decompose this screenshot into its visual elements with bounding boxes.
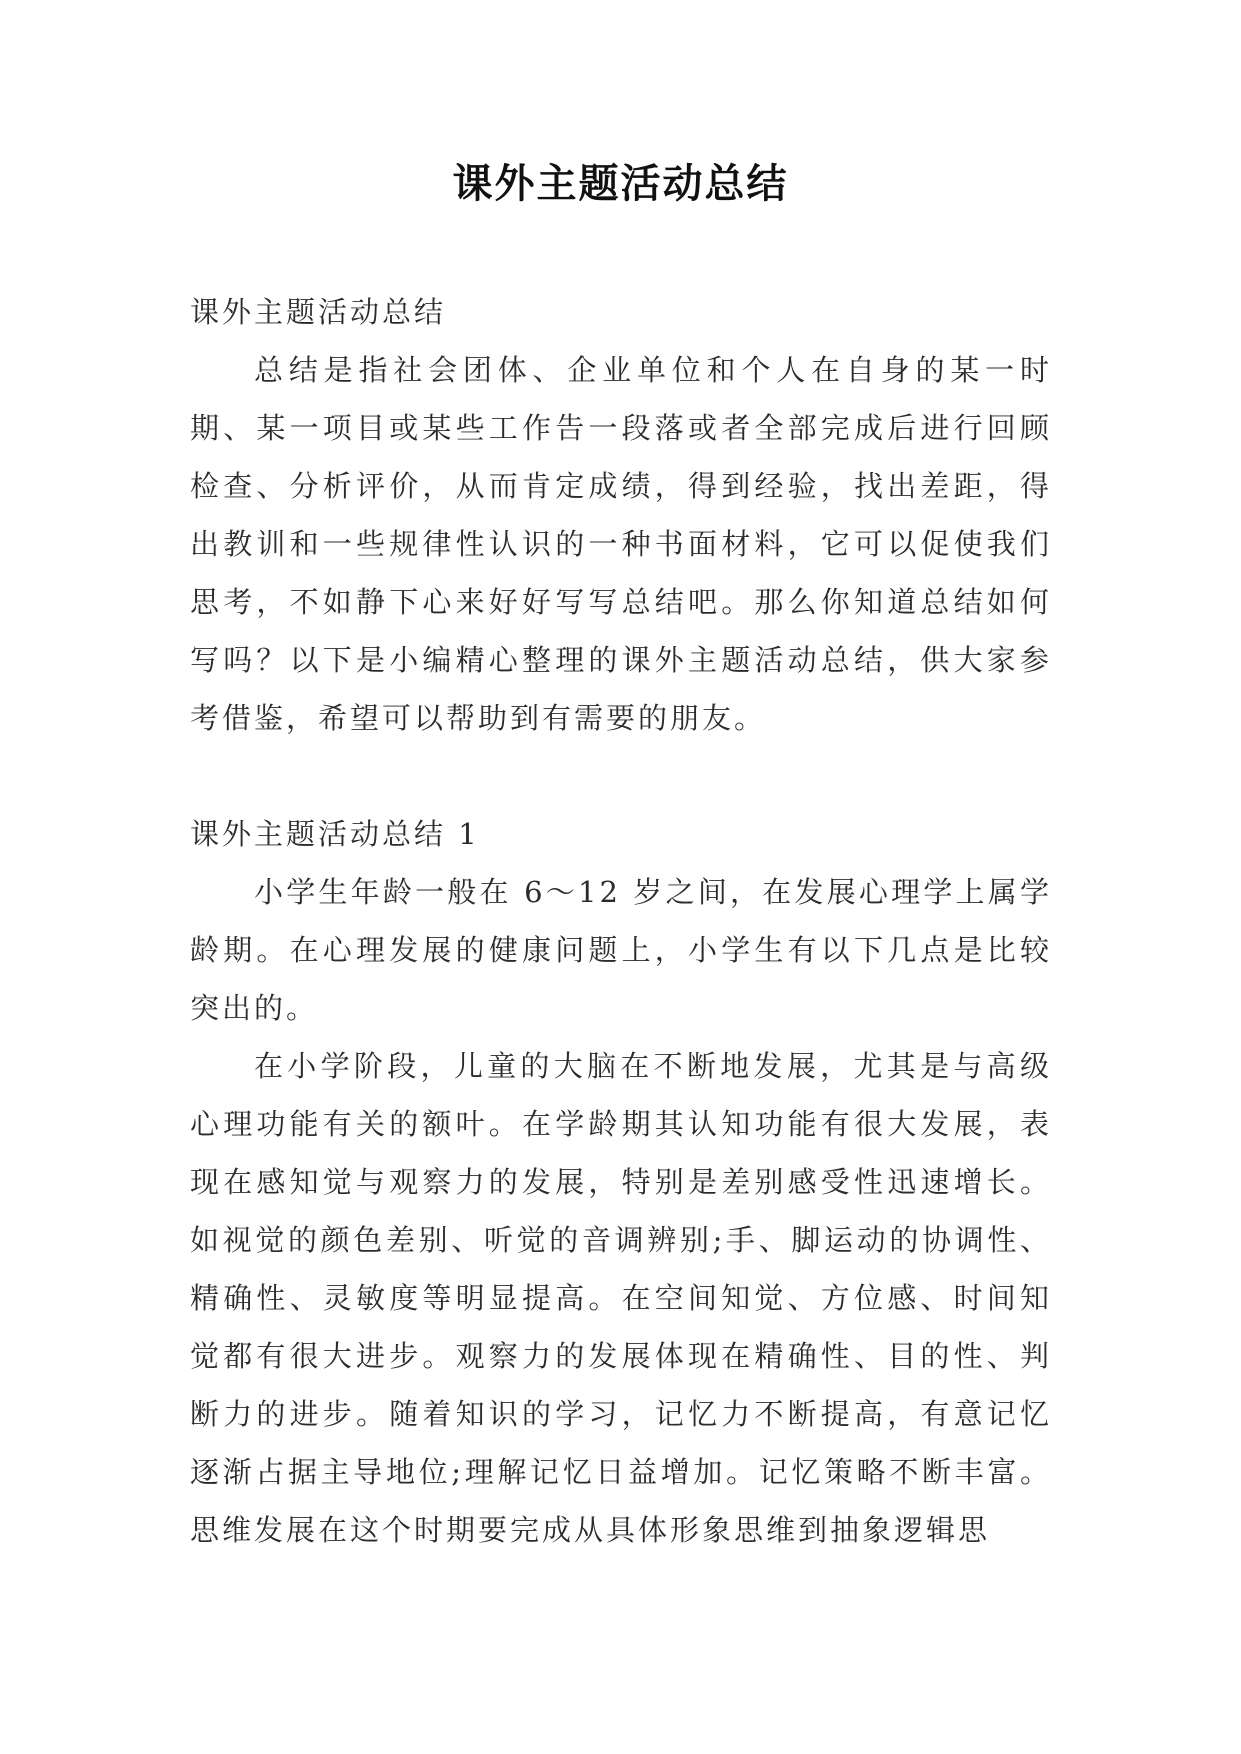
intro-paragraph: 总结是指社会团体、企业单位和个人在自身的某一时期、某一项目或某些工作告一段落或者全部完成后进行回顾检查、分析评价，从而肯定成绩，得到经验，找出差距，得出教训和一些规律性认识的一种书面材料，它可以促使我们思考，不如静下心来好好写写总结吧。那么你知道总结如何写吗？以下是小编精心整理的课外主题活动总结，供大家参考借鉴，希望可以帮助到有需要的朋友。 [190, 353, 1052, 735]
document-body [190, 283, 1052, 1559]
section1-paragraph-1: 小学生年龄一般在 6～12 岁之间，在发展心理学上属学龄期。在心理发展的健康问题上，小学生有以下几点是比较突出的。 [190, 875, 1052, 1025]
section1-paragraph-2: 在小学阶段，儿童的大脑在不断地发展，尤其是与高级心理功能有关的额叶。在学龄期其认知功能有很大发展，表现在感知觉与观察力的发展，特别是差别感受性迅速增长。如视觉的颜色差别、听觉的音调辨别;手、脚运动的协调性、精确性、灵敏度等明显提高。在空间知觉、方位感、时间知觉都有很大进步。观察力的发展体现在精确性、目的性、判断力的进步。随着知识的学习，记忆力不断提高，有意记忆逐渐占据主导地位;理解记忆日益增加。记忆策略不断丰富。思维发展在这个时期要完成从具体形象思维到抽象逻辑思 [190, 1049, 1052, 1547]
intro-heading: 课外主题活动总结 [190, 295, 447, 329]
section-spacer [190, 747, 1052, 805]
document-title: 课外主题活动总结 [452, 160, 789, 207]
section1-heading: 课外主题活动总结 1 [190, 817, 480, 851]
